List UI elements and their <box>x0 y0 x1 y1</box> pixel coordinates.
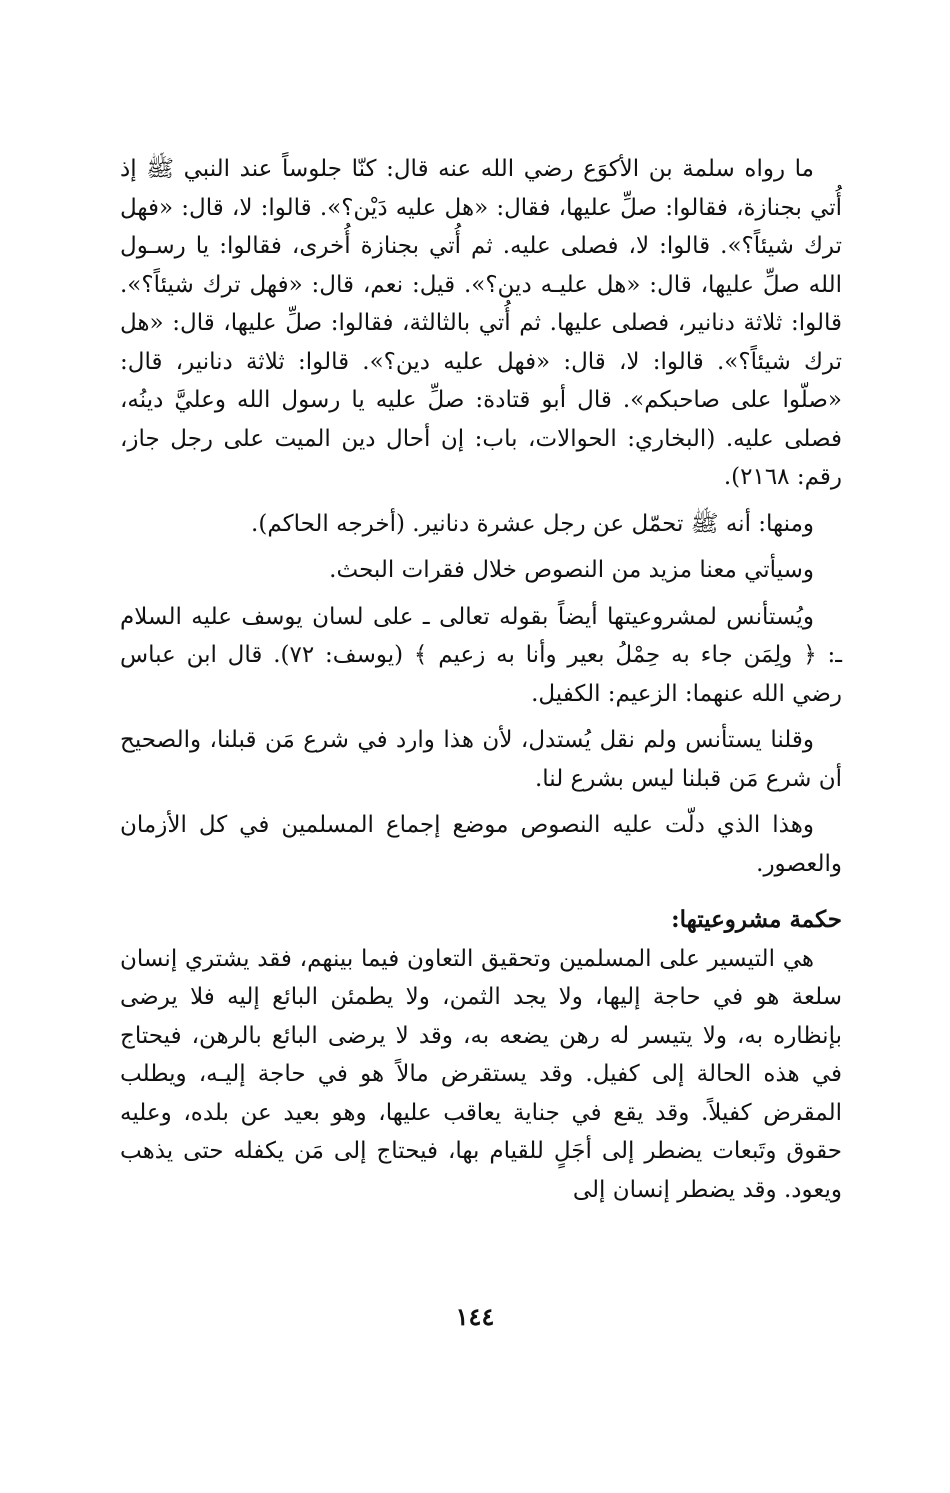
more-texts-paragraph: وسيأتي معنا مزيد من النصوص خلال فقرات البحث. <box>329 557 814 583</box>
page-body <box>120 150 842 1209</box>
section-heading: حكمة مشروعيتها: <box>671 906 842 933</box>
istinas-paragraph: وقلنا يستأنس ولم نقل يُستدل، لأن هذا وارد في شرع مَن قبلنا، والصحيح أن شرع مَن قبلنا ليس بشرع لنا. <box>120 727 842 792</box>
page-number: ١٤٤ <box>455 1302 495 1331</box>
wisdom-paragraph: هي التيسير على المسلمين وتحقيق التعاون فيما بينهم، فقد يشتري إنسان سلعة هو في حاجة إليها، ولا يجد الثمن، ولا يطمئن البائع إليه فلا يرضى بإنظاره به، ولا يتيسر له رهن يضعه به، وقد لا يرضى البائع بالرهن، فيحتاج في هذه الحالة إلى كفيل. وقد يستقرض مالاً هو في حاجة إليـه، ويطلب المقرض كفيلاً. وقد يقع في جناية يعاقب عليها، وهو بعيد عن بلده، وعليه حقوق وتَبعات يضطر إلى أجَلٍ للقيام بها، فيحتاج إلى مَن يكفله حتى يذهب ويعود. وقد يضطر إنسان إلى <box>120 945 842 1203</box>
ijma-paragraph: وهذا الذي دلّت عليه النصوص موضع إجماع المسلمين في كل الأزمان والعصور. <box>120 812 842 877</box>
hadith-paragraph: ما رواه سلمة بن الأكوَع رضي الله عنه قال: كنّا جلوساً عند النبي ﷺ إذ أُتي بجنازة، فقالوا: صلِّ عليها، فقال: «هل عليه دَيْن؟». قالوا: لا، قال: «فهل ترك شيئاً؟». قالوا: لا، فصلى عليه. ثم أُتي بجنازة أُخرى، فقالوا: يا رسـول الله صلِّ عليها، قال: «هل عليـه دين؟». قيل: نعم، قال: «فهل ترك شيئاً؟». قالوا: ثلاثة دنانير، فصلى عليها. ثم أُتي بالثالثة، فقالوا: صلِّ عليها، قال: «هل ترك شيئاً؟». قالوا: لا، قال: «فهل عليه دين؟». قالوا: ثلاثة دنانير، قال: «صلّوا على صاحبكم». قال أبو قتادة: صلِّ عليه يا رسول الله وعليَّ دينُه، فصلى عليه. (البخاري: الحوالات، باب: إن أحال دين الميت على رجل جاز، رقم: ٢١٦٨). <box>120 156 842 490</box>
quran-paragraph: ويُستأنس لمشروعيتها أيضاً بقوله تعالى ـ على لسان يوسف عليه السلام ـ: ﴿ ولِمَن جاء به حِمْلُ بعير وأنا به زعيم ﴾ (يوسف: ٧٢). قال ابن عباس رضي الله عنهما: الزعيم: الكفيل. <box>120 603 842 707</box>
hakim-paragraph: ومنها: أنه ﷺ تحمّل عن رجل عشرة دنانير. (أخرجه الحاكم). <box>251 510 814 537</box>
